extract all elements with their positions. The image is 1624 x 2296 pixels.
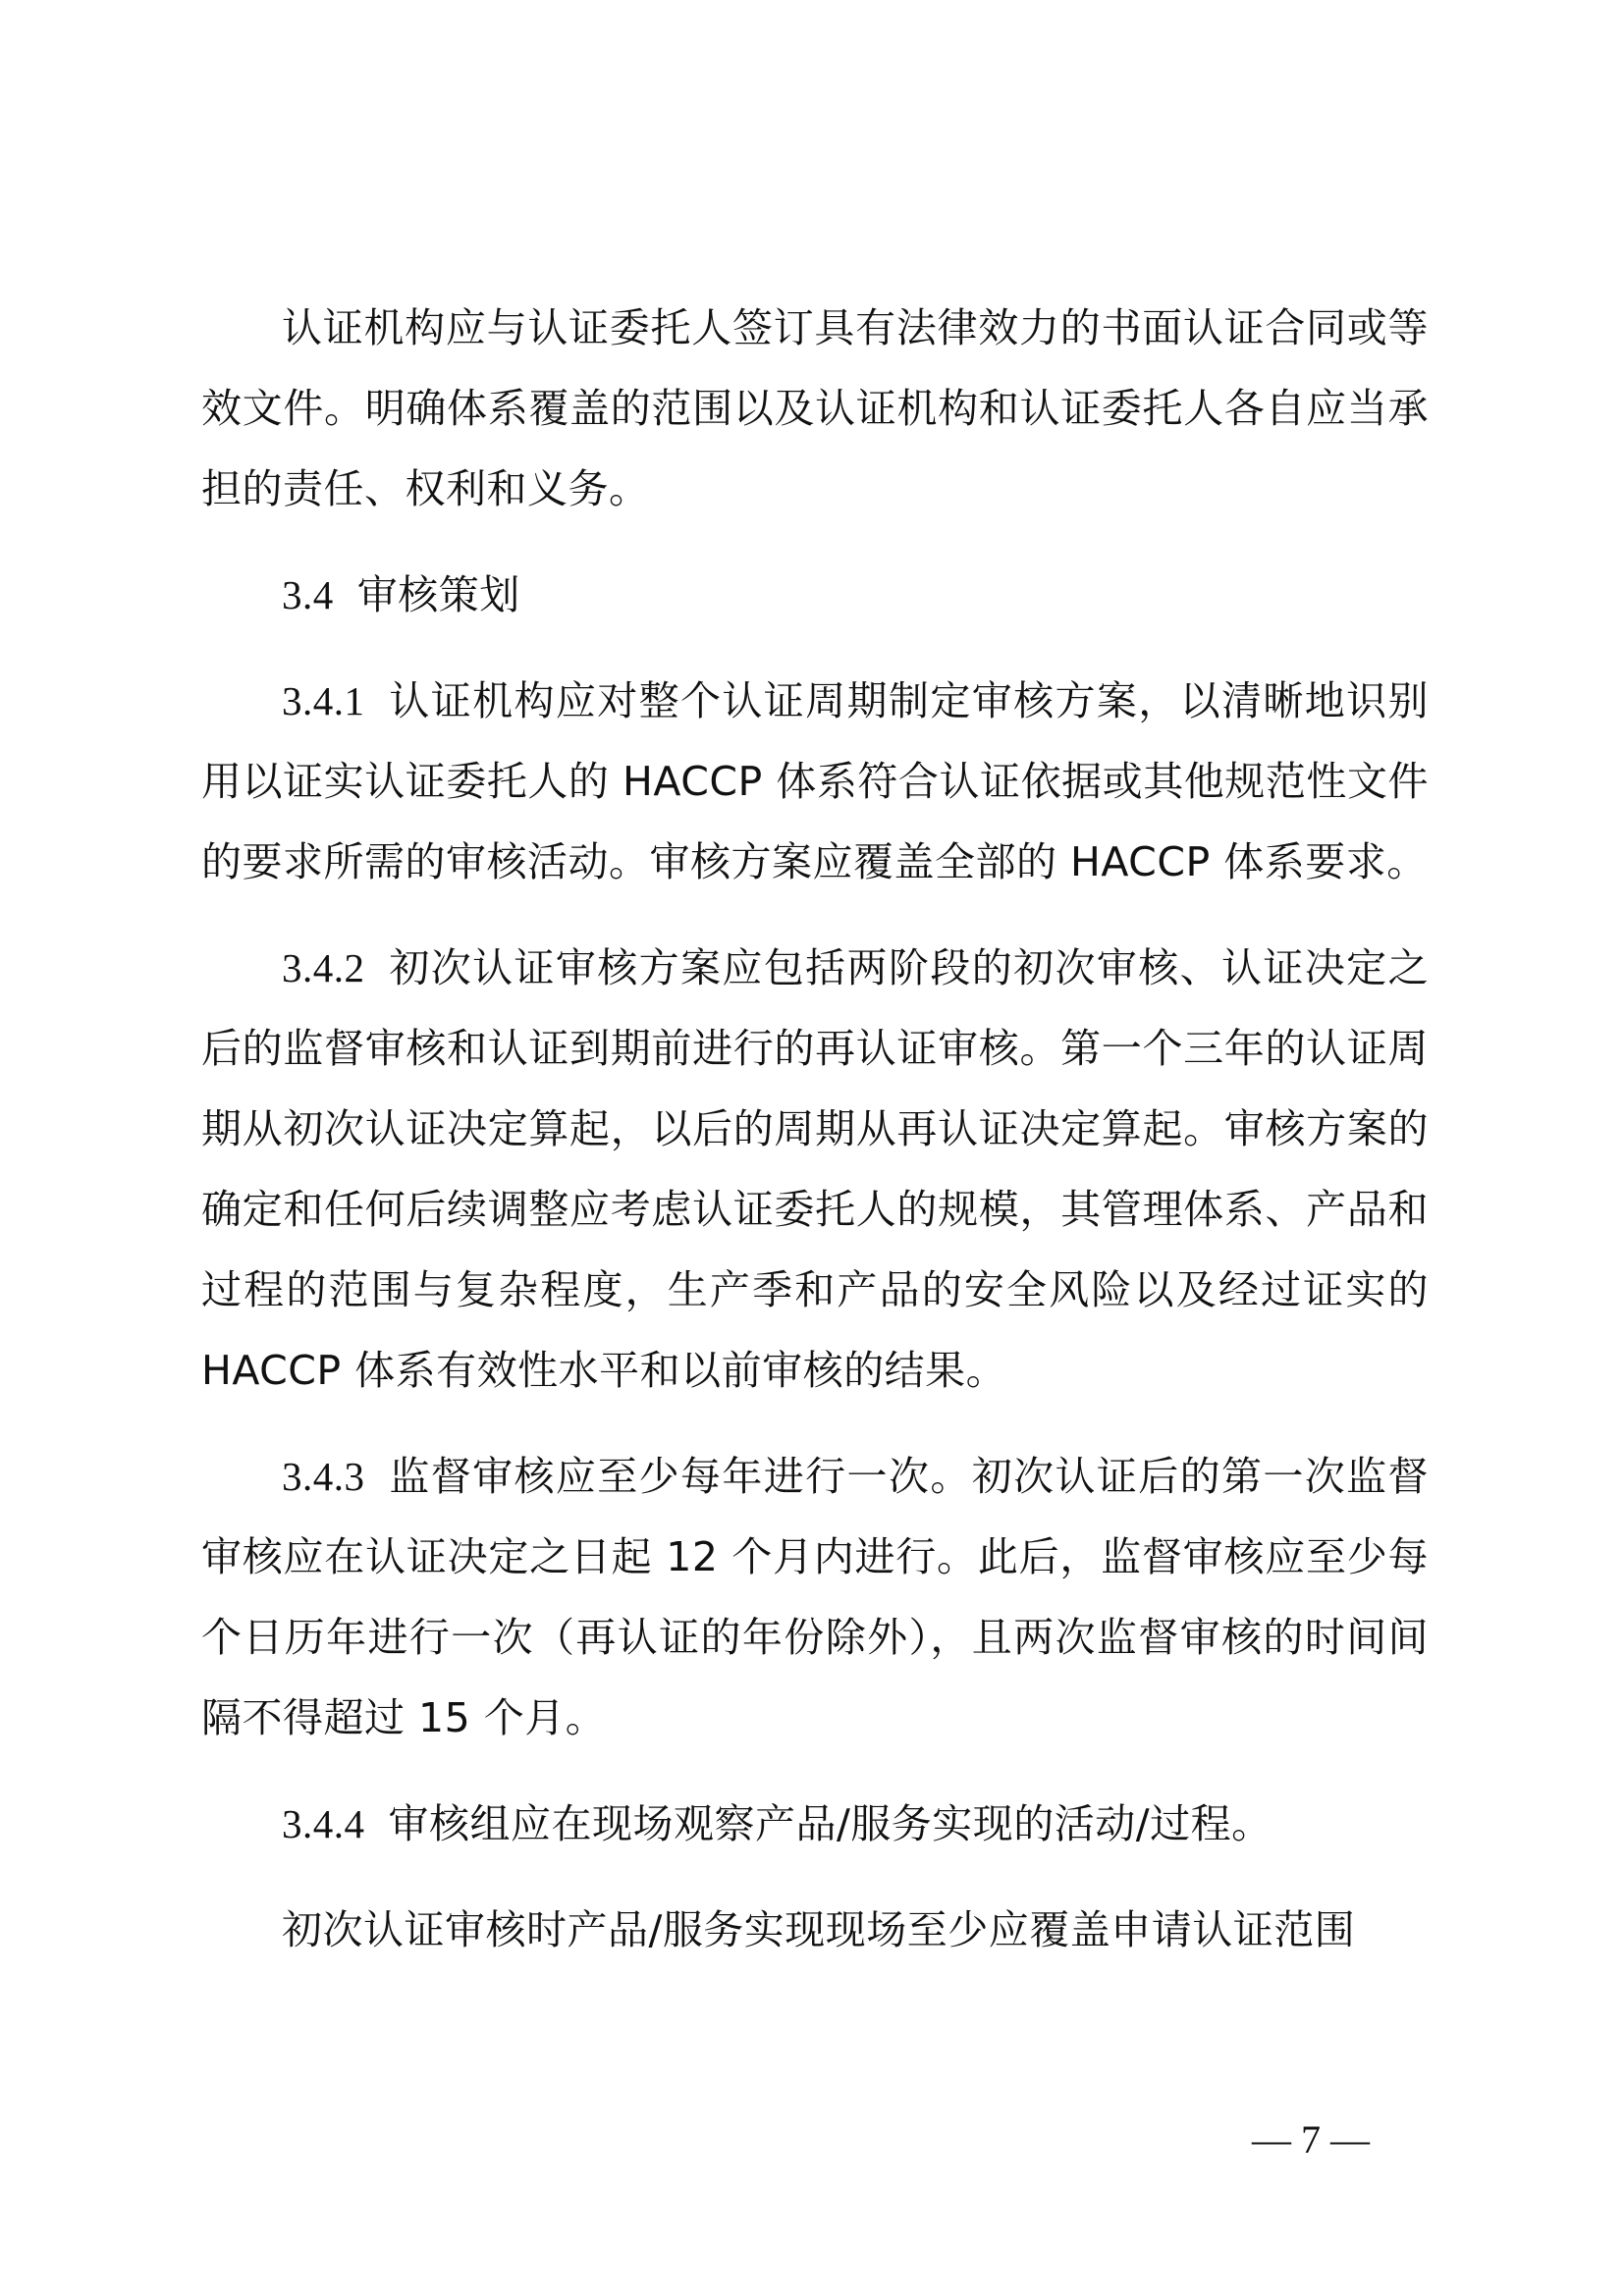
clause-text: 认证机构应对整个认证周期制定审核方案，以清晰地识别用以证实认证委托人的 HACCP 体系符合认证依据或其他规范性文件的要求所需的审核活动。审核方案应覆盖全部的 HACCP 体系要求。 — [201, 677, 1429, 885]
clause-3-4-1 — [201, 661, 1429, 902]
clause-text: 监督审核应至少每年进行一次。初次认证后的第一次监督审核应在认证决定之日起 12 个月内进行。此后，监督审核应至少每个日历年进行一次（再认证的年份除外），且两次监督审核的时间间隔不得超过 15 个月。 — [201, 1453, 1429, 1741]
clause-number: 3.4.1 — [282, 678, 365, 723]
clause-3-4-4 — [201, 1784, 1429, 1864]
page-number: — 7 — — [1252, 2117, 1370, 2162]
clause-number: 3.4.2 — [282, 945, 365, 990]
section-title: 审核策划 — [356, 571, 520, 618]
section-number: 3.4 — [282, 572, 334, 617]
document-body — [201, 288, 1429, 1996]
paragraph-contract — [201, 288, 1429, 529]
clause-number: 3.4.4 — [282, 1801, 365, 1846]
clause-text: 初次认证审核方案应包括两阶段的初次审核、认证决定之后的监督审核和认证到期前进行的再认证审核。第一个三年的认证周期从初次认证决定算起，以后的周期从再认证决定算起。审核方案的确定和任何后续调整应考虑认证委托人的规模，其管理体系、产品和过程的范围与复杂程度，生产季和产品的安全风险以及经过证实的 HACCP 体系有效性水平和以前审核的结果。 — [201, 944, 1429, 1394]
paragraph-text: 初次认证审核时产品/服务实现现场至少应覆盖申请认证范围 — [282, 1906, 1356, 1953]
paragraph-initial-audit-scope — [201, 1890, 1429, 1970]
section-heading-3-4 — [201, 555, 1429, 635]
clause-3-4-3 — [201, 1436, 1429, 1758]
paragraph-text: 认证机构应与认证委托人签订具有法律效力的书面认证合同或等效文件。明确体系覆盖的范围以及认证机构和认证委托人各自应当承担的责任、权利和义务。 — [201, 304, 1429, 512]
clause-3-4-2 — [201, 928, 1429, 1411]
clause-text: 审核组应在现场观察产品/服务实现的活动/过程。 — [388, 1800, 1272, 1847]
clause-number: 3.4.3 — [282, 1454, 365, 1499]
